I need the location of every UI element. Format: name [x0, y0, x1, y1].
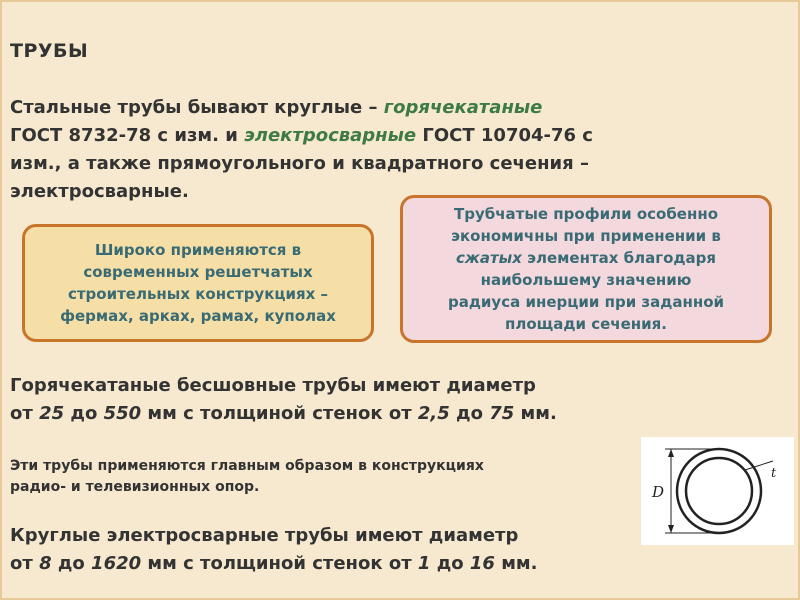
hot-rolled-paragraph: [10, 372, 710, 428]
intro-text: ГОСТ 8732-78 с изм. и: [10, 125, 245, 146]
hot-rolled-line-2: [10, 400, 710, 428]
intro-line-2: [10, 122, 790, 150]
text-fragment: до: [430, 553, 470, 574]
diameter-min: 8: [39, 553, 52, 574]
welded-term: электросварные: [244, 125, 417, 146]
usage-note: [10, 456, 630, 498]
callout-line: радиуса инерции при заданной: [447, 293, 725, 311]
intro-line-4: электросварные.: [10, 181, 189, 202]
diameter-min: 25: [39, 403, 65, 424]
callout-line: [448, 247, 724, 269]
diameter-max: 550: [103, 403, 142, 424]
callout-line: площади сечения.: [505, 315, 667, 333]
welded-paragraph: [10, 522, 710, 578]
pipe-cross-section-diagram: [641, 437, 794, 545]
callout-line: Трубчатые профили особенно: [454, 205, 718, 223]
arrow-top-icon: [668, 449, 674, 457]
wall-min: 1: [417, 553, 431, 574]
callout-line: экономичны при применении в: [451, 227, 721, 245]
callout-usage-text: [60, 239, 336, 327]
text-fragment: мм с толщиной стенок от: [141, 403, 418, 424]
welded-line-2: [10, 550, 710, 578]
label-d: D: [652, 483, 665, 501]
text-fragment: мм.: [514, 403, 557, 424]
text-fragment: мм.: [494, 553, 538, 574]
usage-note-line-2: радио- и телевизионных опор.: [10, 479, 260, 495]
text-fragment: до: [449, 403, 490, 424]
welded-line-1: Круглые электросварные трубы имеют диаметр: [10, 525, 519, 546]
text-fragment: до: [64, 403, 104, 424]
text-fragment: мм с толщиной стенок от: [141, 553, 418, 574]
callout-text: элементах благодаря: [521, 249, 716, 267]
arrow-bottom-icon: [668, 525, 674, 533]
hot-rolled-line-1: Горячекатаные бесшовные трубы имеют диаметр: [10, 375, 536, 396]
callout-economy-text: [448, 203, 724, 335]
callout-line: фермах, арках, рамах, куполах: [60, 307, 336, 325]
intro-line-1: [10, 94, 790, 122]
pipe-inner-circle: [686, 458, 752, 524]
callout-line: наибольшему значению: [480, 271, 692, 289]
callout-economy: [400, 195, 772, 343]
label-t: t: [771, 466, 777, 481]
intro-text: Стальные трубы бывают круглые –: [10, 97, 384, 118]
intro-line-3: изм., а также прямоугольного и квадратного сечения –: [10, 153, 589, 174]
usage-note-line-1: Эти трубы применяются главным образом в конструкциях: [10, 458, 484, 474]
intro-text: ГОСТ 10704-76 с: [416, 125, 593, 146]
diameter-max: 1620: [91, 553, 142, 574]
page-title: ТРУБЫ: [10, 40, 89, 62]
text-fragment: до: [51, 553, 92, 574]
wall-max: 75: [489, 403, 515, 424]
text-fragment: от: [10, 553, 40, 574]
pipe-cross-section-figure: [641, 437, 794, 545]
wall-min: 2,5: [417, 403, 450, 424]
callout-line: строительных конструкциях –: [67, 285, 329, 303]
callout-usage: [22, 224, 374, 342]
intro-paragraph: [10, 94, 790, 206]
callout-line: Широко применяются в: [94, 241, 302, 259]
compressed-term: сжатых: [456, 249, 522, 267]
wall-max: 16: [469, 553, 495, 574]
callout-line: современных решетчатых: [83, 263, 313, 281]
hot-rolled-term: горячекатаные: [383, 97, 543, 118]
text-fragment: от: [10, 403, 40, 424]
